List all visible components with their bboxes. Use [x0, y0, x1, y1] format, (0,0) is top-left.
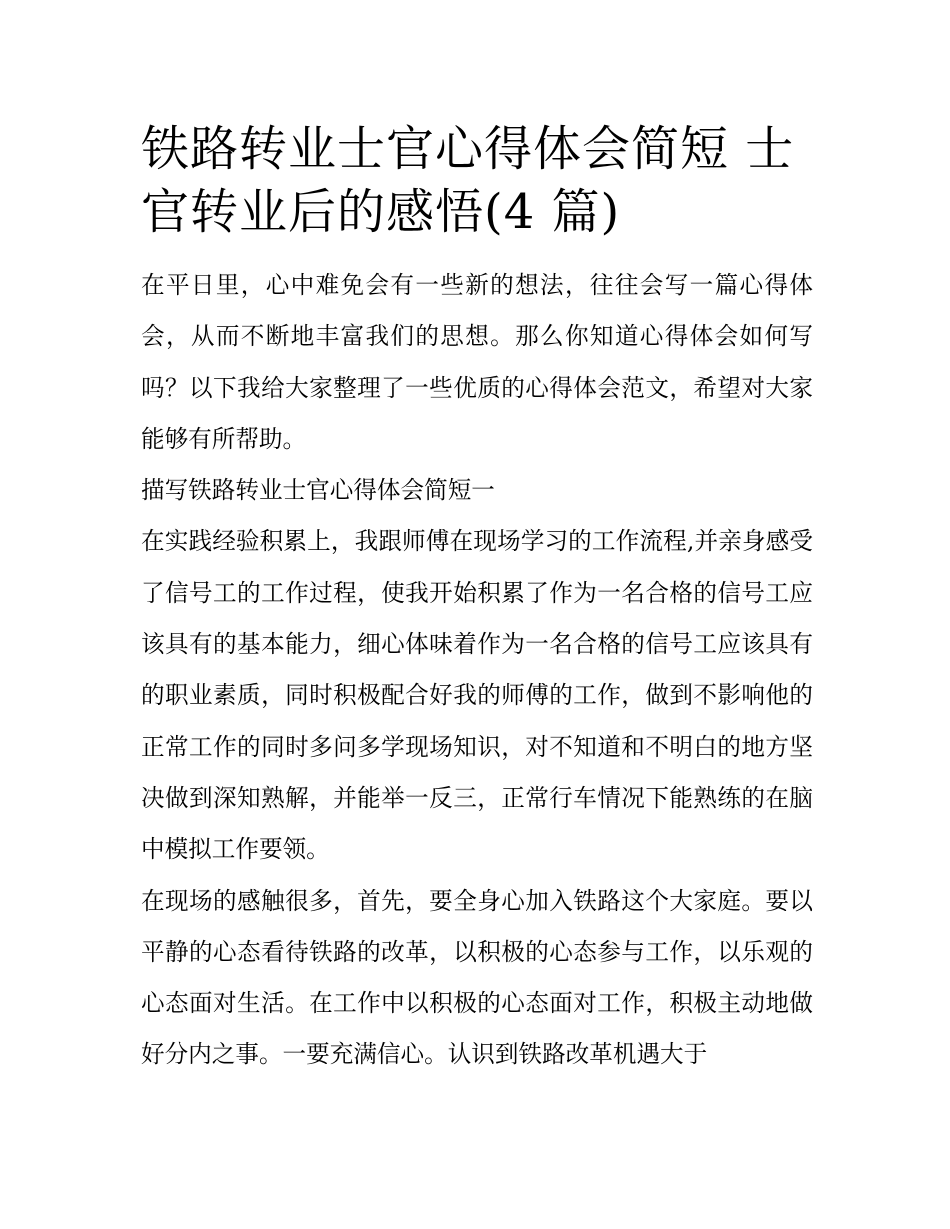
section-heading: 描写铁路转业士官心得体会简短一: [141, 476, 495, 505]
body-paragraph: 在实践经验积累上，我跟师傅在现场学习的工作流程,并亲身感受了信号工的工作过程，使我开始积累了作为一名合格的信号工应该具有的基本能力，细心体味着作为一名合格的信号工应该具有的职业素质，同时积极配合好我的师傅的工作，做到不影响他的正常工作的同时多问多学现场知识，对不知道和不明白的地方坚决做到深知熟解，并能举一反三，正常行车情况下能熟练的在脑中模拟工作要领。: [141, 527, 813, 864]
body-paragraph: 在现场的感触很多，首先，要全身心加入铁路这个大家庭。要以平静的心态看待铁路的改革，以积极的心态参与工作，以乐观的心态面对生活。在工作中以积极的心态面对工作，积极主动地做好分内之事。一要充满信心。认识到铁路改革机遇大于: [141, 886, 813, 1069]
document-title: 铁路转业士官心得体会简短 士官转业后的感悟(4 篇): [141, 121, 795, 240]
intro-paragraph: 在平日里，心中难免会有一些新的想法，往往会写一篇心得体会，从而不断地丰富我们的思想。那么你知道心得体会如何写吗？以下我给大家整理了一些优质的心得体会范文，希望对大家能够有所帮助。: [141, 271, 813, 453]
document-body: [141, 118, 813, 1081]
